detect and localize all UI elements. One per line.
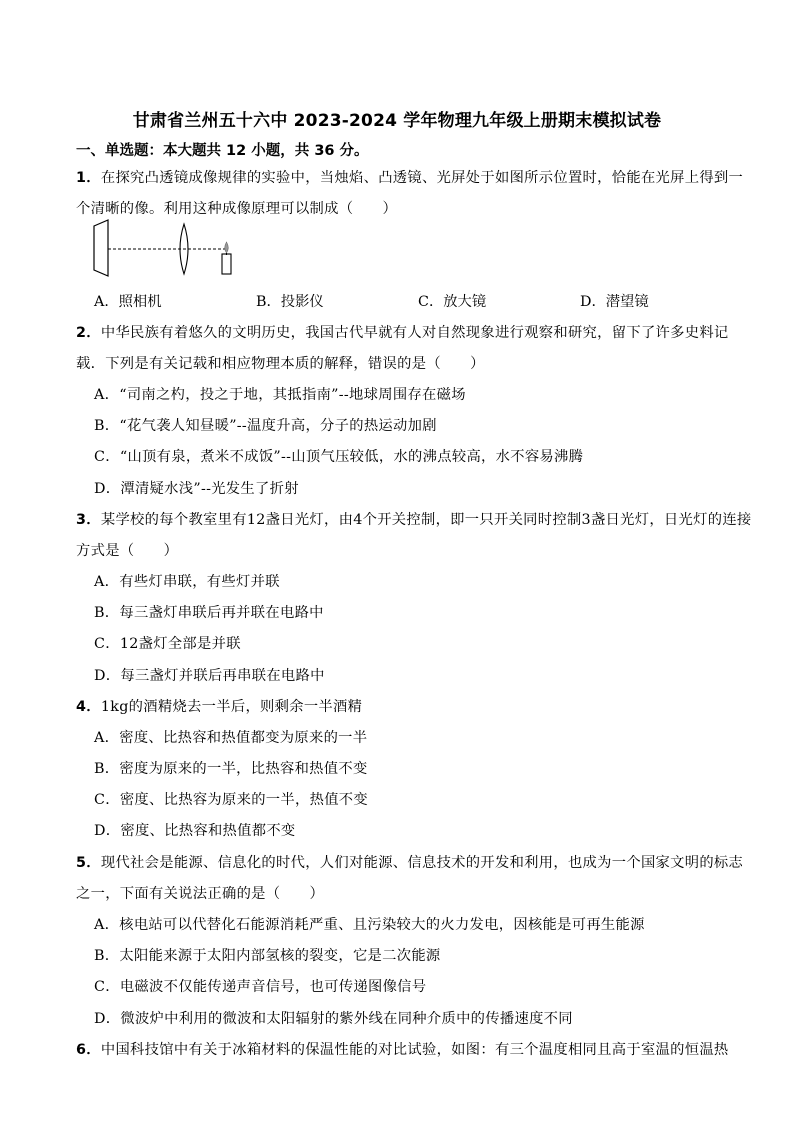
question-number: 3． xyxy=(76,512,101,528)
q3-option-d: D．每三盏灯并联后再串联在电路中 xyxy=(94,668,325,684)
question-3-line-1: 3．某学校的每个教室里有12盏日光灯，由4个开关控制，即一只开关同时控制3盏日光灯，日光灯的连接 xyxy=(76,512,752,528)
q4-option-c: C．密度、比热容为原来的一半，热值不变 xyxy=(94,792,368,808)
page-title: 甘肃省兰州五十六中 2023-2024 学年物理九年级上册期末模拟试卷 xyxy=(132,111,662,131)
q5-option-d: D．微波炉中利用的微波和太阳辐射的紫外线在同种介质中的传播速度不同 xyxy=(94,1011,573,1027)
question-number: 1． xyxy=(76,170,101,186)
q3-option-a: A．有些灯串联，有些灯并联 xyxy=(94,574,280,590)
q5-option-b: B．太阳能来源于太阳内部氢核的裂变，它是二次能源 xyxy=(94,948,441,964)
q2-option-b: B．“花气袭人知昼暖”--温度升高，分子的热运动加剧 xyxy=(94,418,437,434)
q5-option-a: A．核电站可以代替化石能源消耗严重、且污染较大的火力发电，因核能是可再生能源 xyxy=(94,917,645,933)
q4-option-a: A．密度、比热容和热值都变为原来的一半 xyxy=(94,730,368,746)
question-2-line-2: 载．下列是有关记载和相应物理本质的解释，错误的是（ ） xyxy=(76,356,485,372)
question-1-line-1: 1．在探究凸透镜成像规律的实验中，当烛焰、凸透镜、光屏处于如图所示位置时，恰能在光屏上得到一 xyxy=(76,170,744,186)
q5-option-c: C．电磁波不仅能传递声音信号，也可传递图像信号 xyxy=(94,979,427,995)
question-5-line-2: 之一，下面有关说法正确的是（ ） xyxy=(76,886,325,902)
q2-option-a: A．“司南之杓，投之于地，其抵指南”--地球周围存在磁场 xyxy=(94,387,466,403)
question-2-line-1: 2．中华民族有着悠久的文明历史，我国古代早就有人对自然现象进行观察和研究，留下了许多史料记 xyxy=(76,325,729,341)
q4-option-b: B．密度为原来的一半，比热容和热值不变 xyxy=(94,761,368,777)
question-number: 4． xyxy=(76,699,101,715)
question-3-line-2: 方式是（ ） xyxy=(76,543,179,559)
q1-option-c: C．放大镜 xyxy=(418,294,487,310)
q1-option-a: A．照相机 xyxy=(94,294,162,310)
question-6-line-1: 6．中国科技馆中有关于冰箱材料的保温性能的对比试验，如图：有三个温度相同且高于室温的恒温热 xyxy=(76,1042,729,1058)
question-number: 5． xyxy=(76,855,101,871)
question-number: 2． xyxy=(76,325,101,341)
section-heading: 一、单选题：本大题共 12 小题，共 36 分。 xyxy=(76,143,369,159)
q2-option-c: C．“山顶有泉，煮米不成饭”--山顶气压较低，水的沸点较高，水不容易沸腾 xyxy=(94,449,584,465)
q3-option-c: C．12盏灯全部是并联 xyxy=(94,636,241,652)
q2-option-d: D．潭清疑水浅”--光发生了折射 xyxy=(94,481,299,497)
q3-option-b: B．每三盏灯串联后再并联在电路中 xyxy=(94,605,324,621)
optics-bench-icon xyxy=(88,216,248,282)
q4-option-d: D．密度、比热容和热值都不变 xyxy=(94,823,296,839)
question-number: 6． xyxy=(76,1042,101,1058)
question-4-line-1: 4．1kg的酒精烧去一半后，则剩余一半酒精 xyxy=(76,699,363,715)
q1-option-b: B．投影仪 xyxy=(256,294,324,310)
question-1-line-2: 个清晰的像。利用这种成像原理可以制成（ ） xyxy=(76,201,398,217)
question-5-line-1: 5．现代社会是能源、信息化的时代，人们对能源、信息技术的开发和利用，也成为一个国家文明的标志 xyxy=(76,855,744,871)
q1-option-d: D．潜望镜 xyxy=(580,294,649,310)
